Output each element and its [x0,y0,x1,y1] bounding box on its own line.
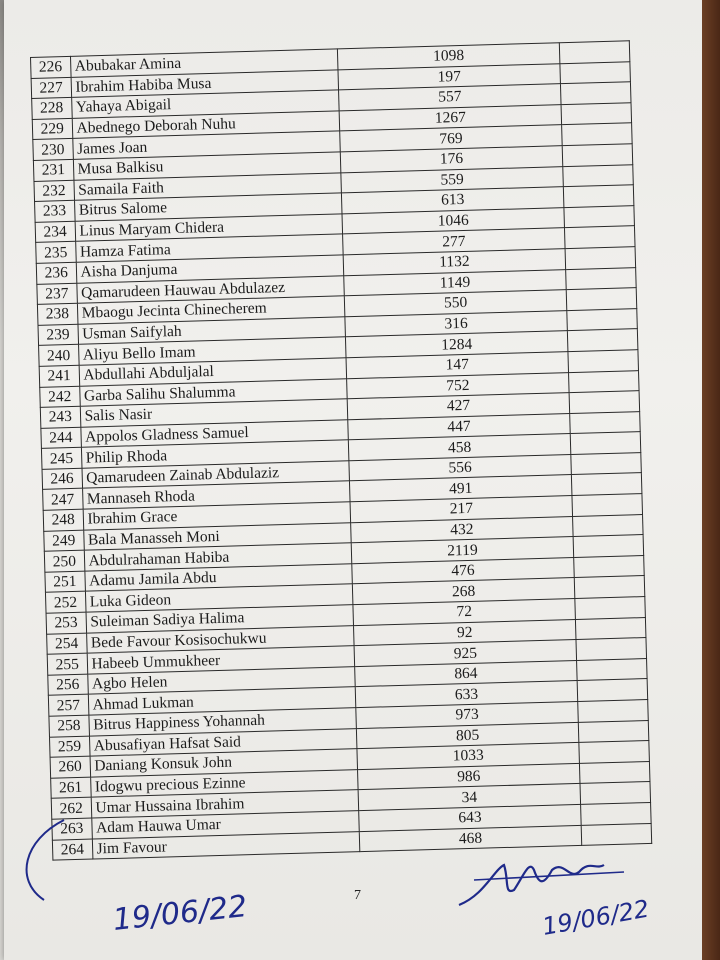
row-number: 263 [52,818,92,840]
row-value: 491 [350,475,572,502]
row-value: 973 [356,701,578,728]
row-name: Jim Favour [92,831,360,859]
row-value: 176 [340,146,562,173]
handwriting-layer [4,0,704,960]
row-name: Abdullahi Abduljalal [79,358,347,386]
row-name: Salis Nasir [80,399,348,427]
row-number: 227 [31,77,71,99]
row-value: 550 [344,290,566,317]
row-number: 256 [48,674,88,696]
row-number: 226 [31,56,71,78]
row-name: Ibrahim Grace [83,502,351,530]
row-name: Musa Balkisu [73,152,341,180]
row-name: Abubakar Amina [70,49,338,77]
row-value: 643 [359,804,581,831]
table-edge [702,0,720,960]
row-value: 72 [353,599,575,626]
handwritten-date-left: 19/06/22 [111,889,249,938]
row-number: 244 [41,427,81,449]
row-number: 259 [49,736,89,758]
row-number: 240 [39,345,79,367]
row-value: 1033 [357,743,579,770]
row-value: 277 [343,228,565,255]
row-name: Appolos Gladness Samuel [80,419,348,447]
row-value: 217 [350,496,572,523]
row-value: 986 [358,763,580,790]
row-number: 230 [33,139,73,161]
row-name: Abusafiyan Hafsat Said [89,728,357,756]
row-value: 468 [359,825,581,852]
row-name: Bala Manasseh Moni [83,522,351,550]
row-value: 1267 [339,104,561,131]
row-name: Adamu Jamila Abdu [84,564,352,592]
row-name: Qamarudeen Zainab Abdulaziz [82,461,350,489]
row-name: Habeeb Ummukheer [87,646,355,674]
signature-mark [459,865,604,905]
row-number: 242 [40,386,80,408]
row-number: 247 [43,489,83,511]
row-name: Ahmad Lukman [88,687,356,715]
row-name: Mbaogu Jecinta Chinecherem [77,296,345,324]
row-name: Samaila Faith [73,172,341,200]
row-name: Suleiman Sadiya Halima [86,605,354,633]
row-number: 237 [37,283,77,305]
row-name: Adam Hauwa Umar [91,811,359,839]
row-name: Aisha Danjuma [76,255,344,283]
row-number: 231 [33,159,73,181]
row-number: 232 [34,180,74,202]
row-number: 254 [47,633,87,655]
row-number: 261 [51,777,91,799]
row-value: 556 [349,454,571,481]
row-name: Abednego Deborah Nuhu [72,111,340,139]
row-value: 458 [348,434,570,461]
row-value: 769 [340,125,562,152]
row-number: 253 [46,612,86,634]
row-name: Qamarudeen Hauwau Abdulazez [76,275,344,303]
row-value: 559 [341,166,563,193]
row-number: 238 [37,303,77,325]
row-value: 925 [354,640,576,667]
row-number: 246 [42,468,82,490]
circle-mark [27,820,64,900]
row-number: 239 [38,324,78,346]
handwritten-date-right: 19/06/22 [540,894,652,941]
row-value: 633 [355,681,577,708]
row-number: 260 [50,756,90,778]
row-value: 1098 [337,43,559,70]
row-number: 233 [35,200,75,222]
row-name: Yahaya Abigail [71,90,339,118]
row-number: 245 [41,448,81,470]
row-value: 34 [358,784,580,811]
row-number: 249 [44,530,84,552]
row-number: 255 [47,653,87,675]
row-name: Ibrahim Habiba Musa [71,69,339,97]
row-name: Idogwu precious Ezinne [90,769,358,797]
row-number: 229 [32,118,72,140]
row-value: 2119 [351,537,573,564]
row-name: Bitrus Salome [74,193,342,221]
row-number: 262 [51,797,91,819]
row-number: 257 [48,695,88,717]
row-name: Hamza Fatima [75,234,343,262]
row-value: 268 [352,578,574,605]
row-value: 92 [354,619,576,646]
row-number: 264 [52,839,92,861]
row-value: 864 [355,660,577,687]
row-value: 197 [338,63,560,90]
row-number: 243 [40,406,80,428]
row-name: Luka Gideon [85,584,353,612]
row-value: 1046 [342,207,564,234]
row-value: 447 [348,413,570,440]
row-name: Daniang Konsuk John [90,749,358,777]
row-name: Linus Maryam Chidera [75,214,343,242]
row-number: 228 [32,98,72,120]
row-name: Garba Salihu Shalumma [79,378,347,406]
row-name: Aliyu Bello Imam [78,337,346,365]
row-number: 241 [39,365,79,387]
row-name: Agbo Helen [87,666,355,694]
row-name: Umar Hussaina Ibrahim [91,790,359,818]
row-number: 258 [49,715,89,737]
row-number: 236 [36,262,76,284]
row-name: Philip Rhoda [81,440,349,468]
document-page [4,0,704,960]
row-name: Mannaseh Rhoda [82,481,350,509]
row-value: 476 [352,557,574,584]
row-value: 316 [345,310,567,337]
row-name: Bede Favour Kosisochukwu [86,625,354,653]
row-number: 248 [43,509,83,531]
row-value: 432 [351,516,573,543]
row-number: 252 [45,592,85,614]
row-name: Usman Saifylah [77,317,345,345]
row-value: 805 [356,722,578,749]
row-number: 251 [45,571,85,593]
row-number: 235 [36,242,76,264]
row-value: 1149 [344,269,566,296]
row-value: 1284 [346,331,568,358]
row-name: Abdulrahaman Habiba [84,543,352,571]
row-value: 147 [346,352,568,379]
row-number: 234 [35,221,75,243]
row-name: Bitrus Happiness Yohannah [88,708,356,736]
row-value: 427 [347,393,569,420]
row-value: 1132 [343,249,565,276]
row-value: 613 [341,187,563,214]
row-name: James Joan [72,131,340,159]
row-value: 557 [339,84,561,111]
row-number: 250 [44,550,84,572]
page-number: 7 [354,888,361,903]
row-value: 752 [347,372,569,399]
